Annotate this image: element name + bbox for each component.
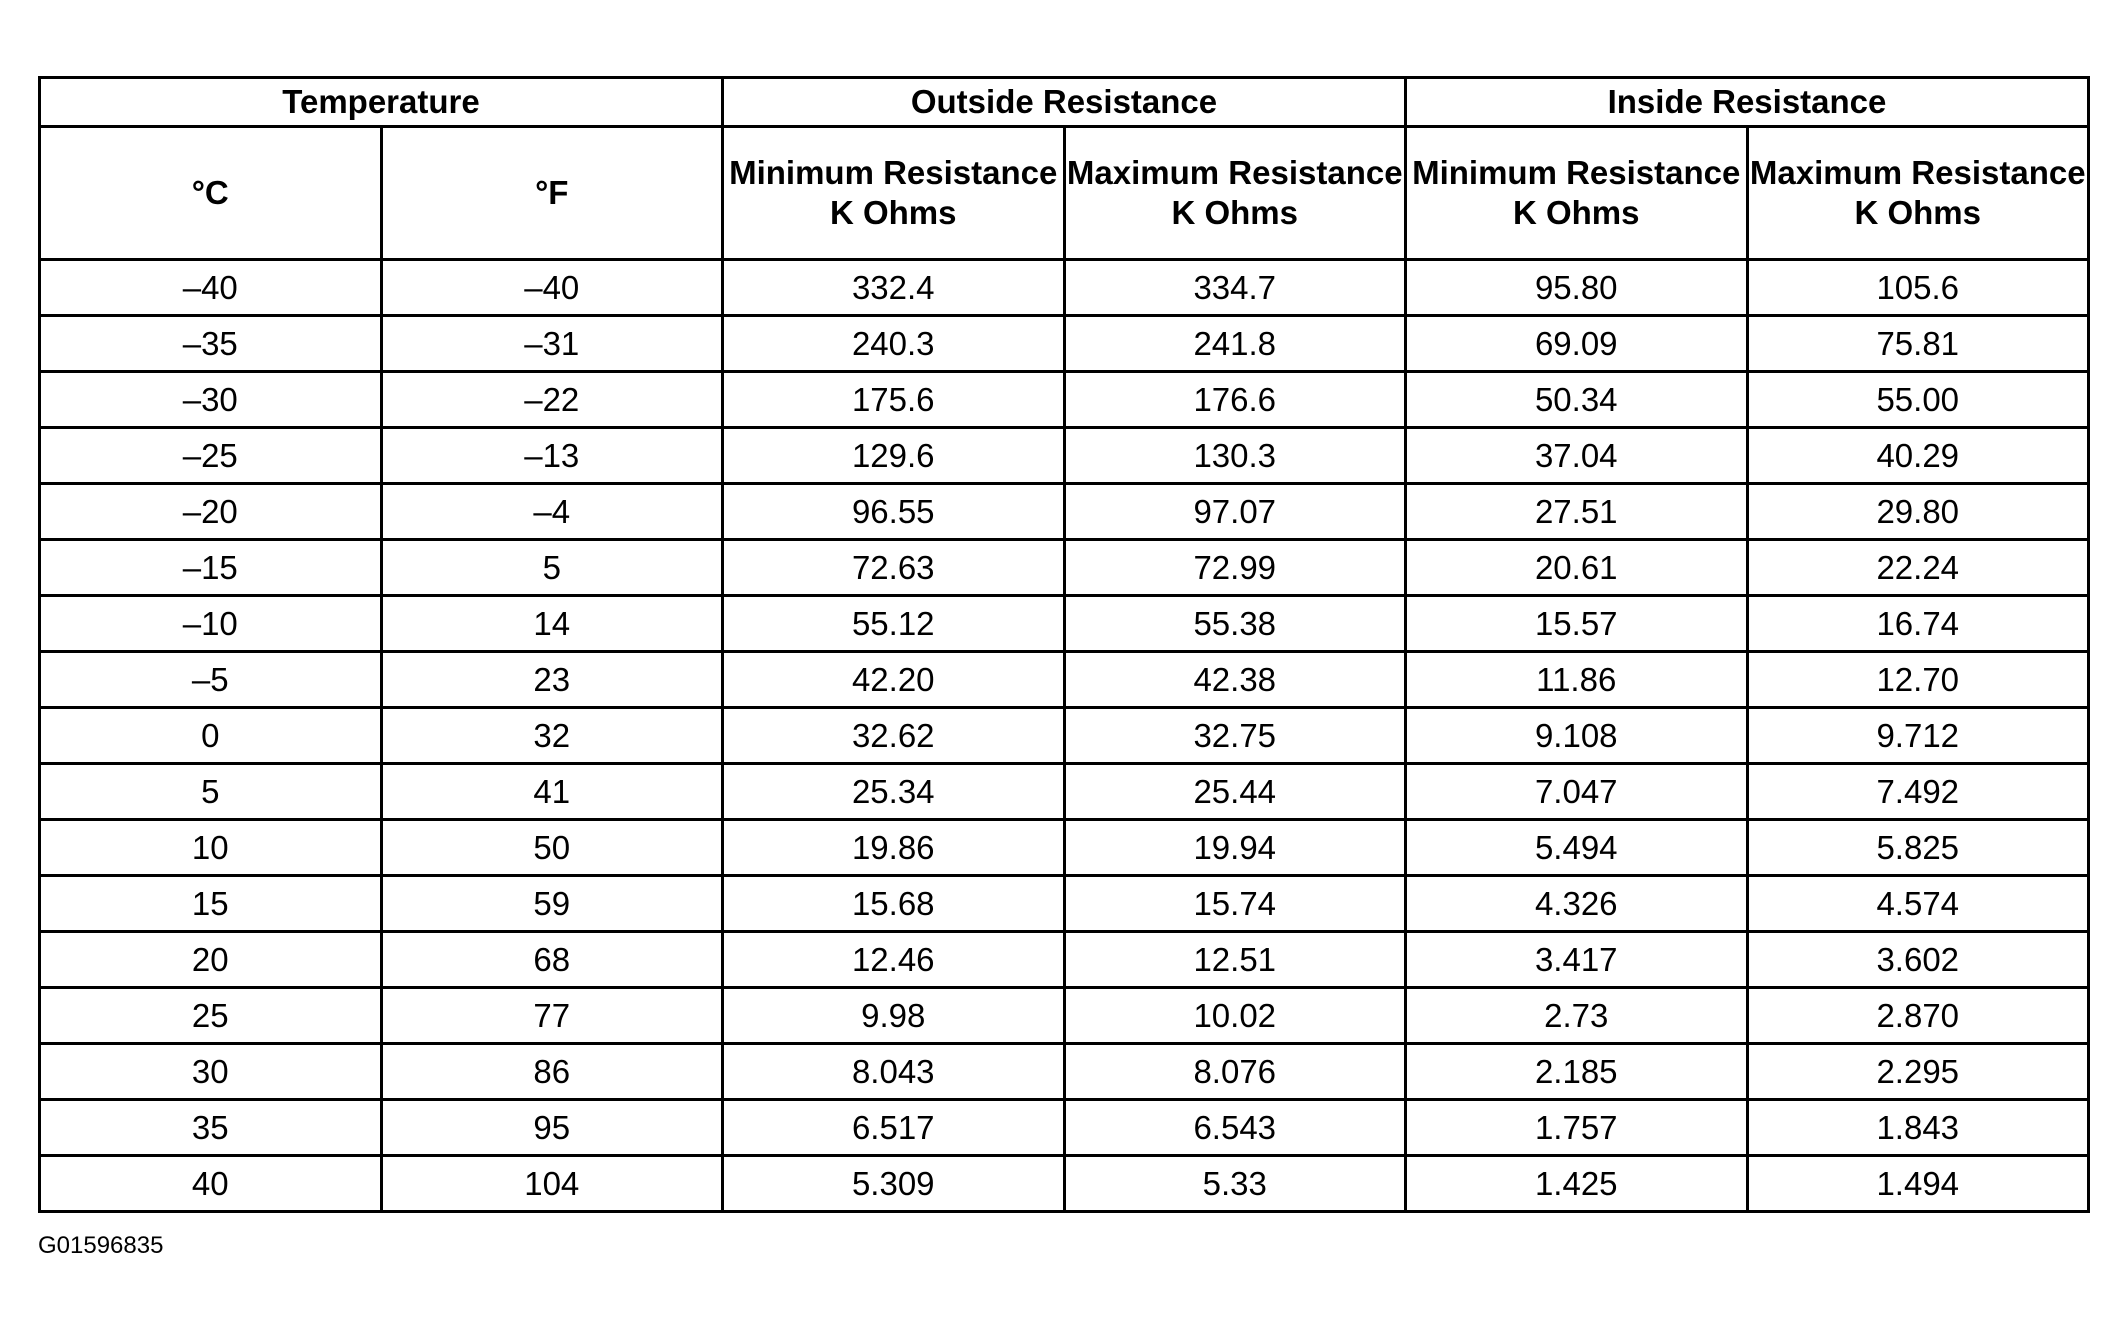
table-row: [40, 316, 2089, 372]
resistance-table-container: [38, 76, 2090, 1213]
celsius-cell: 20: [40, 932, 382, 988]
outside-min-cell: 129.6: [723, 428, 1065, 484]
table-row: [40, 876, 2089, 932]
fahrenheit-cell: 86: [381, 1044, 723, 1100]
table-row: [40, 1044, 2089, 1100]
inside-max-cell: 105.6: [1747, 260, 2089, 316]
celsius-cell: –15: [40, 540, 382, 596]
outside-max-cell: 6.543: [1064, 1100, 1406, 1156]
inside-min-cell: 7.047: [1406, 764, 1748, 820]
inside-max-cell: 75.81: [1747, 316, 2089, 372]
temperature-header: Temperature: [40, 78, 723, 127]
celsius-cell: –10: [40, 596, 382, 652]
celsius-cell: 25: [40, 988, 382, 1044]
celsius-cell: –40: [40, 260, 382, 316]
table-row: [40, 260, 2089, 316]
outside-max-cell: 25.44: [1064, 764, 1406, 820]
table-row: [40, 708, 2089, 764]
inside-min-cell: 3.417: [1406, 932, 1748, 988]
fahrenheit-cell: 59: [381, 876, 723, 932]
inside-resistance-header: Inside Resistance: [1406, 78, 2089, 127]
inside-max-cell: 9.712: [1747, 708, 2089, 764]
inside-max-cell: 40.29: [1747, 428, 2089, 484]
outside-min-cell: 32.62: [723, 708, 1065, 764]
celsius-cell: –5: [40, 652, 382, 708]
table-row: [40, 652, 2089, 708]
outside-max-cell: 32.75: [1064, 708, 1406, 764]
table-row: [40, 484, 2089, 540]
inside-min-cell: 2.185: [1406, 1044, 1748, 1100]
inside-max-cell: 5.825: [1747, 820, 2089, 876]
outside-min-cell: 96.55: [723, 484, 1065, 540]
outside-min-cell: 19.86: [723, 820, 1065, 876]
table-row: [40, 764, 2089, 820]
fahrenheit-cell: –4: [381, 484, 723, 540]
table-row: [40, 820, 2089, 876]
inside-min-cell: 5.494: [1406, 820, 1748, 876]
inside-min-cell: 11.86: [1406, 652, 1748, 708]
celsius-cell: 30: [40, 1044, 382, 1100]
inside-max-cell: 29.80: [1747, 484, 2089, 540]
fahrenheit-cell: –31: [381, 316, 723, 372]
inside-max-cell: 7.492: [1747, 764, 2089, 820]
table-row: [40, 988, 2089, 1044]
inside-max-cell: 1.494: [1747, 1156, 2089, 1212]
outside-min-cell: 175.6: [723, 372, 1065, 428]
fahrenheit-cell: 77: [381, 988, 723, 1044]
outside-max-header: Maximum Resistance K Ohms: [1064, 127, 1406, 260]
fahrenheit-cell: –13: [381, 428, 723, 484]
inside-min-cell: 4.326: [1406, 876, 1748, 932]
fahrenheit-cell: 14: [381, 596, 723, 652]
outside-min-cell: 72.63: [723, 540, 1065, 596]
outside-min-cell: 332.4: [723, 260, 1065, 316]
figure-code: G01596835: [38, 1232, 164, 1259]
outside-resistance-header: Outside Resistance: [723, 78, 1406, 127]
table-row: [40, 1100, 2089, 1156]
celsius-cell: –20: [40, 484, 382, 540]
inside-max-cell: 3.602: [1747, 932, 2089, 988]
inside-max-cell: 2.870: [1747, 988, 2089, 1044]
inside-max-cell: 1.843: [1747, 1100, 2089, 1156]
fahrenheit-cell: 41: [381, 764, 723, 820]
inside-min-header: Minimum Resistance K Ohms: [1406, 127, 1748, 260]
inside-min-cell: 50.34: [1406, 372, 1748, 428]
celsius-header: °C: [40, 127, 382, 260]
table-row: [40, 372, 2089, 428]
outside-min-cell: 240.3: [723, 316, 1065, 372]
outside-max-cell: 12.51: [1064, 932, 1406, 988]
outside-max-cell: 241.8: [1064, 316, 1406, 372]
inside-min-cell: 9.108: [1406, 708, 1748, 764]
table-row: [40, 932, 2089, 988]
inside-max-cell: 16.74: [1747, 596, 2089, 652]
celsius-cell: 5: [40, 764, 382, 820]
table-row: [40, 428, 2089, 484]
outside-max-cell: 334.7: [1064, 260, 1406, 316]
outside-max-cell: 55.38: [1064, 596, 1406, 652]
fahrenheit-cell: –22: [381, 372, 723, 428]
celsius-cell: –25: [40, 428, 382, 484]
group-header-row: [40, 78, 2089, 127]
celsius-cell: 0: [40, 708, 382, 764]
fahrenheit-cell: 5: [381, 540, 723, 596]
outside-max-cell: 5.33: [1064, 1156, 1406, 1212]
fahrenheit-cell: –40: [381, 260, 723, 316]
inside-min-cell: 1.757: [1406, 1100, 1748, 1156]
outside-max-cell: 10.02: [1064, 988, 1406, 1044]
outside-max-cell: 72.99: [1064, 540, 1406, 596]
inside-max-cell: 2.295: [1747, 1044, 2089, 1100]
fahrenheit-header: °F: [381, 127, 723, 260]
celsius-cell: 15: [40, 876, 382, 932]
outside-min-cell: 5.309: [723, 1156, 1065, 1212]
sub-header-row: [40, 127, 2089, 260]
outside-min-cell: 12.46: [723, 932, 1065, 988]
table-row: [40, 1156, 2089, 1212]
inside-min-cell: 20.61: [1406, 540, 1748, 596]
inside-max-header: Maximum Resistance K Ohms: [1747, 127, 2089, 260]
table-row: [40, 596, 2089, 652]
outside-min-header: Minimum Resistance K Ohms: [723, 127, 1065, 260]
fahrenheit-cell: 95: [381, 1100, 723, 1156]
outside-max-cell: 176.6: [1064, 372, 1406, 428]
outside-min-cell: 9.98: [723, 988, 1065, 1044]
outside-min-cell: 25.34: [723, 764, 1065, 820]
outside-min-cell: 42.20: [723, 652, 1065, 708]
outside-max-cell: 15.74: [1064, 876, 1406, 932]
inside-min-cell: 69.09: [1406, 316, 1748, 372]
fahrenheit-cell: 23: [381, 652, 723, 708]
table-row: [40, 540, 2089, 596]
outside-max-cell: 97.07: [1064, 484, 1406, 540]
celsius-cell: 35: [40, 1100, 382, 1156]
inside-max-cell: 55.00: [1747, 372, 2089, 428]
fahrenheit-cell: 104: [381, 1156, 723, 1212]
fahrenheit-cell: 32: [381, 708, 723, 764]
temperature-resistance-table: [38, 76, 2090, 1213]
outside-max-cell: 130.3: [1064, 428, 1406, 484]
fahrenheit-cell: 68: [381, 932, 723, 988]
outside-max-cell: 8.076: [1064, 1044, 1406, 1100]
inside-max-cell: 22.24: [1747, 540, 2089, 596]
outside-min-cell: 15.68: [723, 876, 1065, 932]
inside-min-cell: 37.04: [1406, 428, 1748, 484]
inside-min-cell: 2.73: [1406, 988, 1748, 1044]
inside-min-cell: 27.51: [1406, 484, 1748, 540]
inside-max-cell: 12.70: [1747, 652, 2089, 708]
outside-max-cell: 19.94: [1064, 820, 1406, 876]
celsius-cell: –35: [40, 316, 382, 372]
celsius-cell: 40: [40, 1156, 382, 1212]
fahrenheit-cell: 50: [381, 820, 723, 876]
outside-max-cell: 42.38: [1064, 652, 1406, 708]
inside-min-cell: 1.425: [1406, 1156, 1748, 1212]
outside-min-cell: 6.517: [723, 1100, 1065, 1156]
outside-min-cell: 8.043: [723, 1044, 1065, 1100]
inside-max-cell: 4.574: [1747, 876, 2089, 932]
inside-min-cell: 15.57: [1406, 596, 1748, 652]
celsius-cell: 10: [40, 820, 382, 876]
inside-min-cell: 95.80: [1406, 260, 1748, 316]
table-body: [40, 260, 2089, 1212]
celsius-cell: –30: [40, 372, 382, 428]
outside-min-cell: 55.12: [723, 596, 1065, 652]
